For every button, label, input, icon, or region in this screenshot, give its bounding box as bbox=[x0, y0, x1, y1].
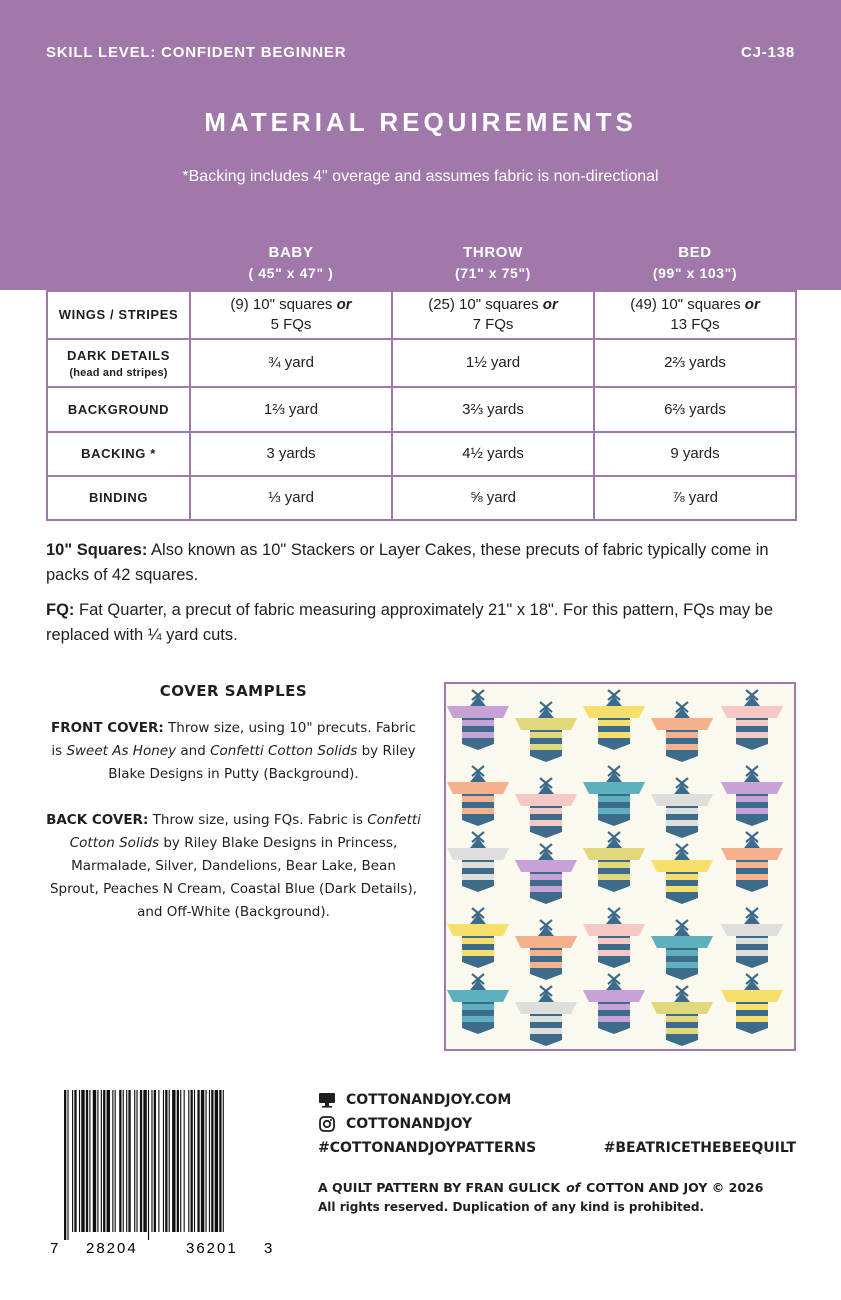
row-label-wings: WINGS / STRIPES bbox=[47, 291, 190, 339]
barcode-bar bbox=[123, 1090, 124, 1232]
fq-note: FQ: Fat Quarter, a precut of fabric measuring approximately 21" x 18". For this pattern, FQs may be replaced with ¼ yard cuts. bbox=[46, 601, 774, 644]
barcode-bar bbox=[184, 1090, 185, 1232]
barcode-digit: 7 bbox=[50, 1240, 59, 1257]
barcode-bar bbox=[158, 1090, 159, 1232]
table-corner bbox=[47, 234, 190, 291]
table-row bbox=[47, 387, 796, 432]
instagram-handle[interactable]: COTTONANDJOY bbox=[346, 1116, 473, 1132]
barcode-bar bbox=[107, 1090, 110, 1232]
cover-samples-heading: COVER SAMPLES bbox=[159, 682, 308, 700]
table-cell: ⅓ yard bbox=[190, 476, 392, 520]
table-header-row bbox=[47, 234, 796, 291]
barcode-bar bbox=[103, 1090, 105, 1232]
table-cell: ¾ yard bbox=[190, 339, 392, 387]
barcode-bar bbox=[134, 1090, 135, 1232]
row-label-dark-details: DARK DETAILS (head and stripes) bbox=[47, 339, 190, 387]
barcode-bar bbox=[215, 1090, 218, 1232]
barcode-bar bbox=[119, 1090, 121, 1232]
barcode-bar bbox=[101, 1090, 102, 1232]
table-cell: 1⅔ yard bbox=[190, 387, 392, 432]
designer-credit: A QUILT PATTERN BY FRAN GULICK of COTTON AND JOY © 2026 bbox=[318, 1180, 764, 1195]
barcode-bar bbox=[72, 1090, 73, 1232]
table-cell: 2⅔ yards bbox=[594, 339, 796, 387]
barcode-bar bbox=[205, 1090, 206, 1232]
row-label-background: BACKGROUND bbox=[47, 387, 190, 432]
table-cell: 3 yards bbox=[190, 432, 392, 476]
barcode-bar bbox=[74, 1090, 76, 1232]
instagram-line[interactable] bbox=[318, 1112, 796, 1136]
squares-note: 10" Squares: Also known as 10" Stackers or Layer Cakes, these precuts of fabric typically come in packs of 42 squares. bbox=[46, 541, 769, 584]
rights-notice: All rights reserved. Duplication of any kind is prohibited. bbox=[318, 1200, 705, 1214]
fabric-notes bbox=[46, 538, 798, 658]
column-header-throw: THROW (71" x 75") bbox=[392, 234, 594, 291]
barcode-bar bbox=[219, 1090, 221, 1232]
barcode-bar bbox=[143, 1090, 146, 1232]
table-cell: 4½ yards bbox=[392, 432, 594, 476]
quilt-image bbox=[444, 682, 796, 1051]
table-cell: ⅞ yard bbox=[594, 476, 796, 520]
barcode-bar bbox=[194, 1090, 195, 1232]
table-row bbox=[47, 432, 796, 476]
barcode-bar bbox=[126, 1090, 127, 1232]
barcode-bar bbox=[136, 1090, 137, 1232]
barcode bbox=[46, 1090, 276, 1260]
barcode-digit: 3 bbox=[264, 1240, 273, 1257]
barcode-bar bbox=[163, 1090, 164, 1232]
website-line[interactable] bbox=[318, 1088, 796, 1112]
barcode-digit: 28204 bbox=[86, 1240, 138, 1257]
barcode-bar bbox=[81, 1090, 84, 1232]
pattern-code: CJ-138 bbox=[741, 44, 795, 61]
table-cell: (49) 10" squares or 13 FQs bbox=[594, 291, 796, 339]
barcode-bar bbox=[201, 1090, 204, 1232]
barcode-bar bbox=[177, 1090, 179, 1232]
backing-note: *Backing includes 4" overage and assumes fabric is non-directional bbox=[182, 168, 659, 185]
table-cell: ⅝ yard bbox=[392, 476, 594, 520]
table-cell: (9) 10" squares or 5 FQs bbox=[190, 291, 392, 339]
barcode-bar bbox=[86, 1090, 88, 1232]
monitor-icon bbox=[318, 1092, 336, 1108]
barcode-bar bbox=[89, 1090, 90, 1232]
barcode-bar bbox=[79, 1090, 80, 1232]
hashtags bbox=[318, 1136, 796, 1160]
table-cell: 9 yards bbox=[594, 432, 796, 476]
material-table bbox=[46, 233, 797, 521]
barcode-bar bbox=[67, 1090, 68, 1240]
barcode-bar bbox=[180, 1090, 181, 1232]
column-header-bed: BED (99" x 103") bbox=[594, 234, 796, 291]
barcode-bar bbox=[112, 1090, 113, 1232]
barcode-bar bbox=[151, 1090, 152, 1232]
barcode-bar bbox=[148, 1090, 149, 1240]
cover-samples bbox=[46, 680, 421, 947]
instagram-icon bbox=[318, 1116, 336, 1132]
barcode-bar bbox=[211, 1090, 213, 1232]
barcode-bar bbox=[191, 1090, 193, 1232]
barcode-bar bbox=[128, 1090, 130, 1232]
column-header-baby: BABY ( 45" x 47" ) bbox=[190, 234, 392, 291]
barcode-bar bbox=[169, 1090, 170, 1232]
barcode-bar bbox=[93, 1090, 96, 1232]
barcode-bar bbox=[64, 1090, 66, 1240]
table-row bbox=[47, 339, 796, 387]
table-cell: 3⅔ yards bbox=[392, 387, 594, 432]
page-title: MATERIAL REQUIREMENTS bbox=[204, 107, 637, 137]
bee-quilt-illustration bbox=[446, 684, 794, 1049]
row-label-binding: BINDING bbox=[47, 476, 190, 520]
barcode-digit: 36201 bbox=[186, 1240, 238, 1257]
back-cover-text: BACK COVER: Throw size, using FQs. Fabric is Confetti Cotton Solids by Riley Blake Designs in Princess, Marmalade, Silver, Dandelions, Bear Lake, Bean Sprout, Peaches N Cream, Coastal Blue (Dark Details), and Off-White (Background). bbox=[46, 812, 421, 920]
barcode-bar bbox=[97, 1090, 98, 1232]
table-cell: 1½ yard bbox=[392, 339, 594, 387]
table-row bbox=[47, 476, 796, 520]
row-label-backing: BACKING * bbox=[47, 432, 190, 476]
skill-level: SKILL LEVEL: CONFIDENT BEGINNER bbox=[46, 44, 347, 61]
website-link[interactable]: COTTONANDJOY.COM bbox=[346, 1092, 512, 1108]
table-cell: (25) 10" squares or 7 FQs bbox=[392, 291, 594, 339]
barcode-bar bbox=[172, 1090, 175, 1232]
barcode-bar bbox=[209, 1090, 210, 1232]
barcode-bar bbox=[115, 1090, 116, 1232]
table-cell: 6⅔ yards bbox=[594, 387, 796, 432]
barcode-bar bbox=[154, 1090, 156, 1232]
barcode-bar bbox=[140, 1090, 142, 1232]
hashtag-quilt: #BEATRICETHEBEEQUILT bbox=[603, 1140, 796, 1156]
barcode-bar bbox=[188, 1090, 189, 1232]
barcode-bar bbox=[165, 1090, 167, 1232]
hashtag-patterns: #COTTONANDJOYPATTERNS bbox=[318, 1140, 537, 1156]
table-row bbox=[47, 291, 796, 339]
front-cover-text: FRONT COVER: Throw size, using 10" precuts. Fabric is Sweet As Honey and Confetti Cotton Solids by Riley Blake Designs in Putty (Background). bbox=[50, 720, 417, 782]
barcode-bar bbox=[223, 1090, 224, 1232]
barcode-bar bbox=[197, 1090, 199, 1232]
footer bbox=[318, 1088, 796, 1214]
